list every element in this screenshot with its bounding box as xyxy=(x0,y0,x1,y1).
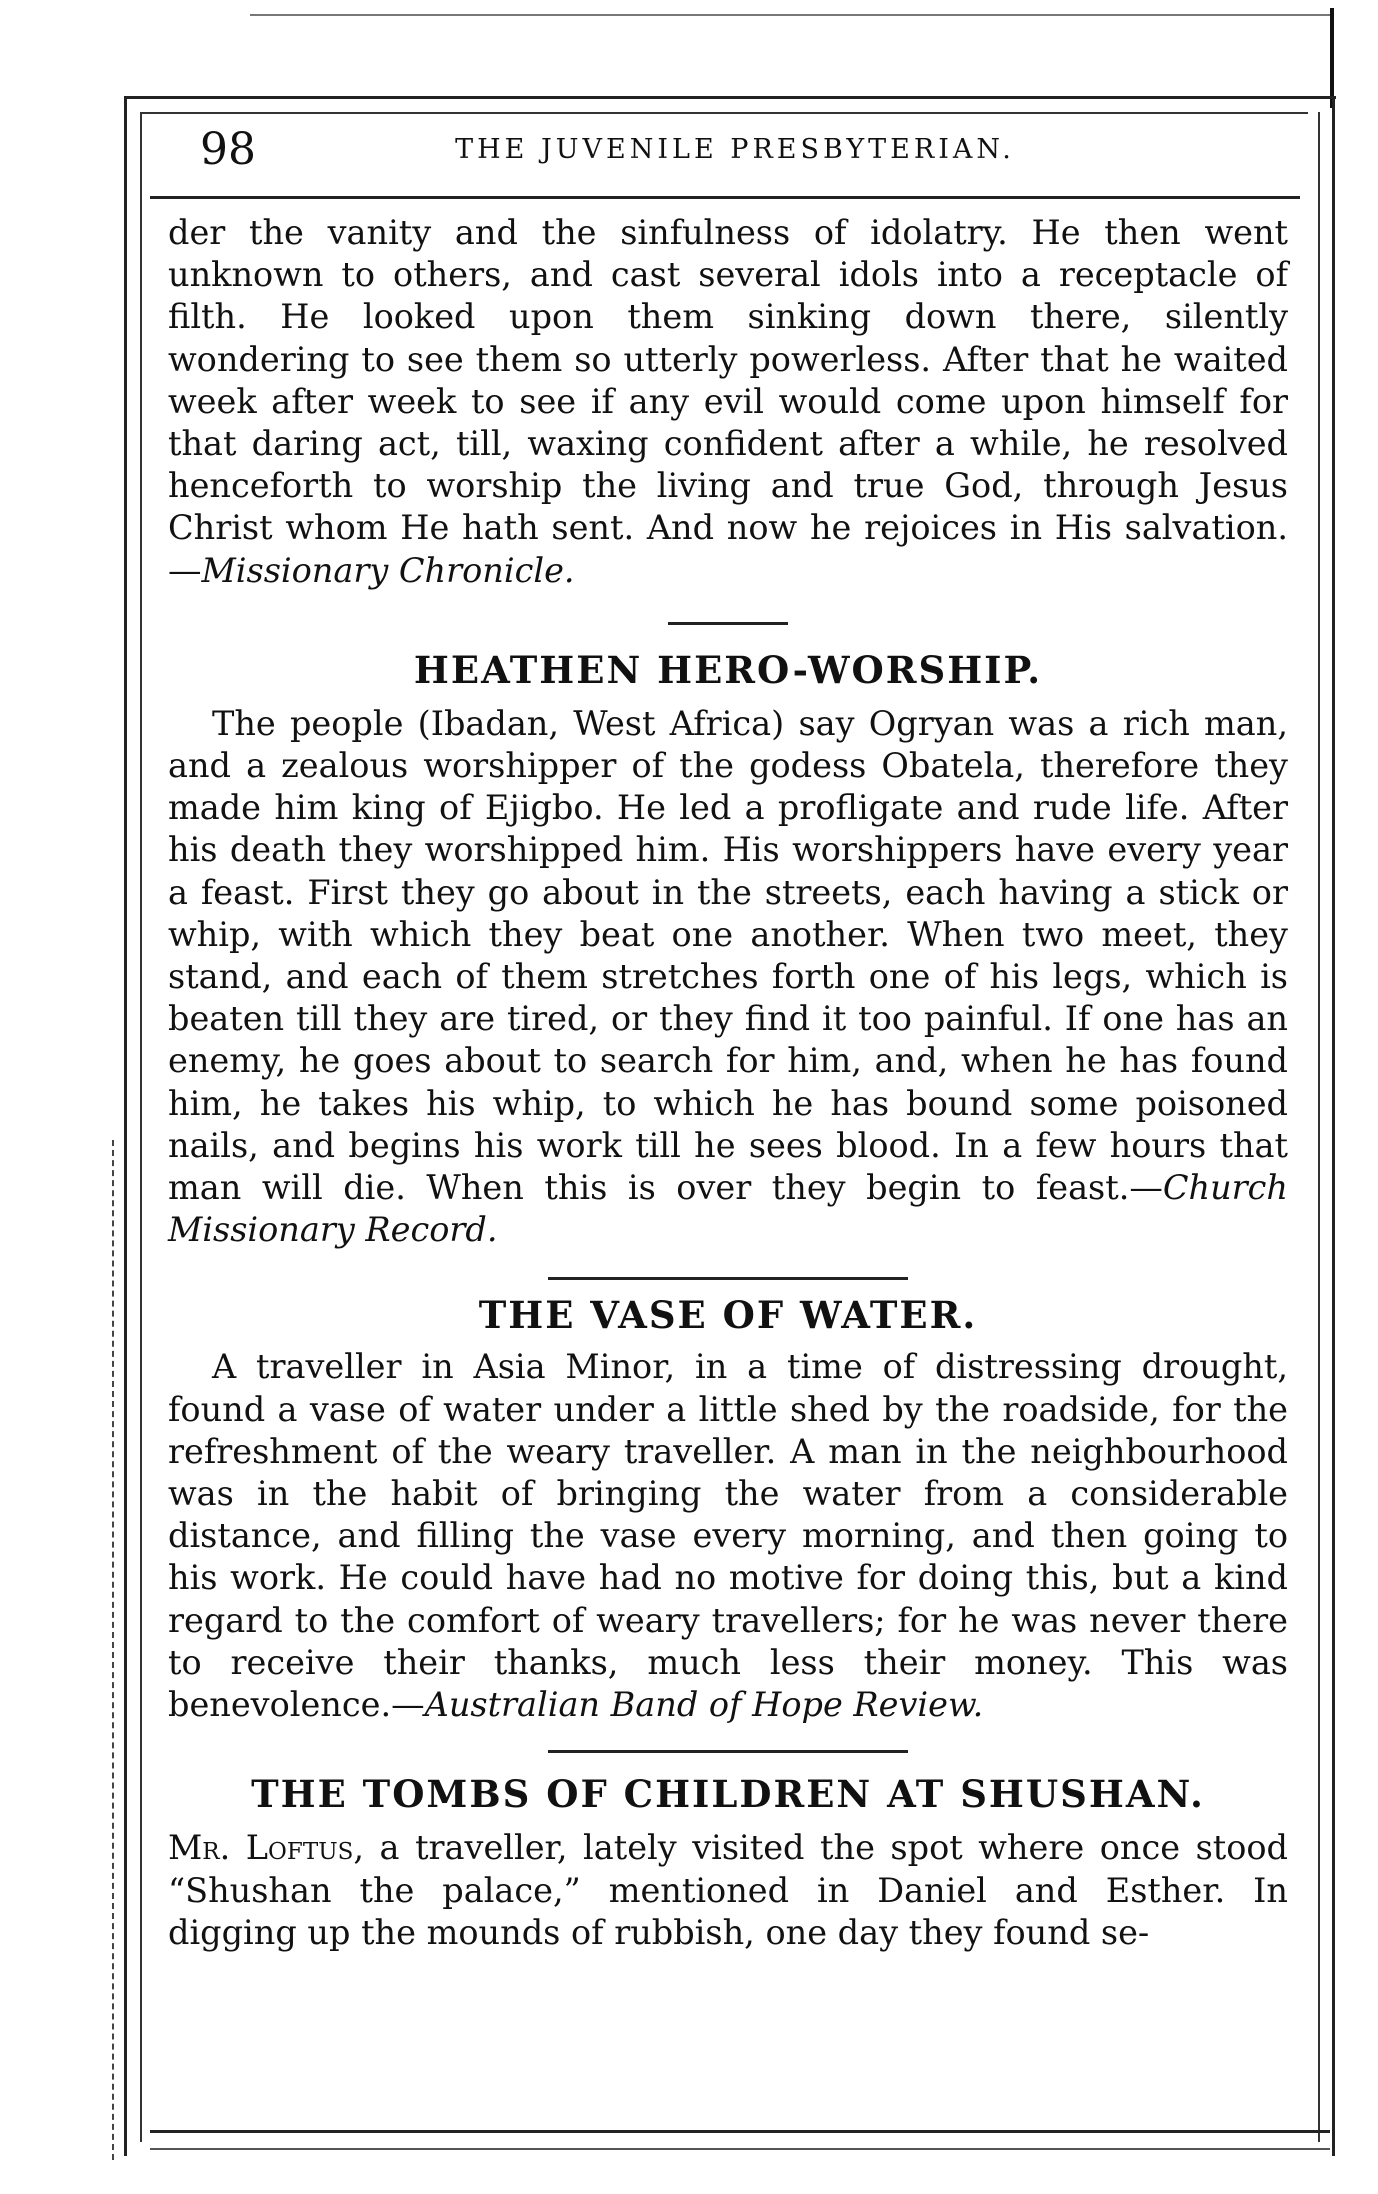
article-paragraph-tombs-of-children xyxy=(168,1827,1288,1954)
article-paragraph-vase-of-water xyxy=(168,1346,1288,1726)
bottom-rule-secondary xyxy=(150,2148,1330,2150)
article-source: Australian Band of Hope Review. xyxy=(424,1685,984,1725)
article-text: a traveller, lately visited the spot where once stood “Shushan the palace,” mentioned in Daniel and Esther. In digging up the mounds of rubbish, one day they found se- xyxy=(168,1828,1289,1952)
intro-text: der the vanity and the sinfulness of idolatry. He then went unknown to others, and cast several idols into a receptacle of filth. He looked upon them sinking down there, silently wondering to see them so utterly powerless. After that he waited week after week to see if any evil would come upon himself for that daring act, till, waxing confident after a while, he resolved henceforth to worship the living and true God, through Jesus Christ whom He hath sent. And now he rejoices in His salvation.— xyxy=(168,213,1288,590)
section-divider xyxy=(548,1277,908,1280)
article-paragraph-hero-worship xyxy=(168,703,1288,1252)
section-divider xyxy=(668,622,788,625)
article-text: The people (Ibadan, West Africa) say Ogryan was a rich man, and a zealous worshipper of the godess Obatela, therefore they made him king of Ejigbo. He led a profligate and rude life. After his death they worshipped him. His worshippers have every year a feast. First they go about in the streets, each having a stick or whip, with which they beat one another. When two meet, they stand, and each of them stretches forth one of his legs, which is beaten till they are tired, or they find it too painful. If one has an enemy, he goes about to search for him, and, when he has found him, he takes his whip, to which he has bound some poisoned nails, and begins his work till he sees blood. In a few hours that man will die. When this is over they begin to feast.— xyxy=(168,703,1288,1208)
page-number: 98 xyxy=(200,124,256,175)
top-edge-line xyxy=(250,14,1330,16)
page-body xyxy=(168,212,1288,1954)
article-source: Church Missionary Record. xyxy=(168,1168,1288,1250)
article-text: A traveller in Asia Minor, in a time of distressing drought, found a vase of water under a little shed by the roadside, for the refreshment of the weary traveller. A man in the neighbourhood was in the habit of bringing the water from a considerable distance, and filling the vase every morning, and then going to his work. He could have had no motive for doing this, but a kind regard to the comfort of weary travellers; for he was never there to receive their thanks, much less their money. This was benevolence.— xyxy=(168,1347,1288,1725)
bottom-rule xyxy=(150,2130,1330,2133)
left-margin-dashed-line xyxy=(112,1140,116,2160)
intro-source: Missionary Chronicle. xyxy=(201,550,575,590)
section-divider xyxy=(548,1750,908,1753)
running-title: THE JUVENILE PRESBYTERIAN. xyxy=(455,134,1015,165)
top-corner-mark xyxy=(1330,8,1334,108)
running-header xyxy=(170,120,1300,190)
article-heading-hero-worship: HEATHEN HERO-WORSHIP. xyxy=(413,647,1043,692)
right-frame-rule-outer xyxy=(1332,96,1335,2156)
article-heading-vase-of-water: THE VASE OF WATER. xyxy=(478,1293,978,1338)
article-heading-tombs-of-children: THE TOMBS OF CHILDREN AT SHUSHAN. xyxy=(251,1772,1205,1817)
right-frame-rule-inner xyxy=(1318,112,1320,2142)
intro-paragraph xyxy=(168,212,1288,592)
header-rule xyxy=(150,196,1300,199)
article-lead-name: Mr. Loftus, xyxy=(168,1828,365,1868)
